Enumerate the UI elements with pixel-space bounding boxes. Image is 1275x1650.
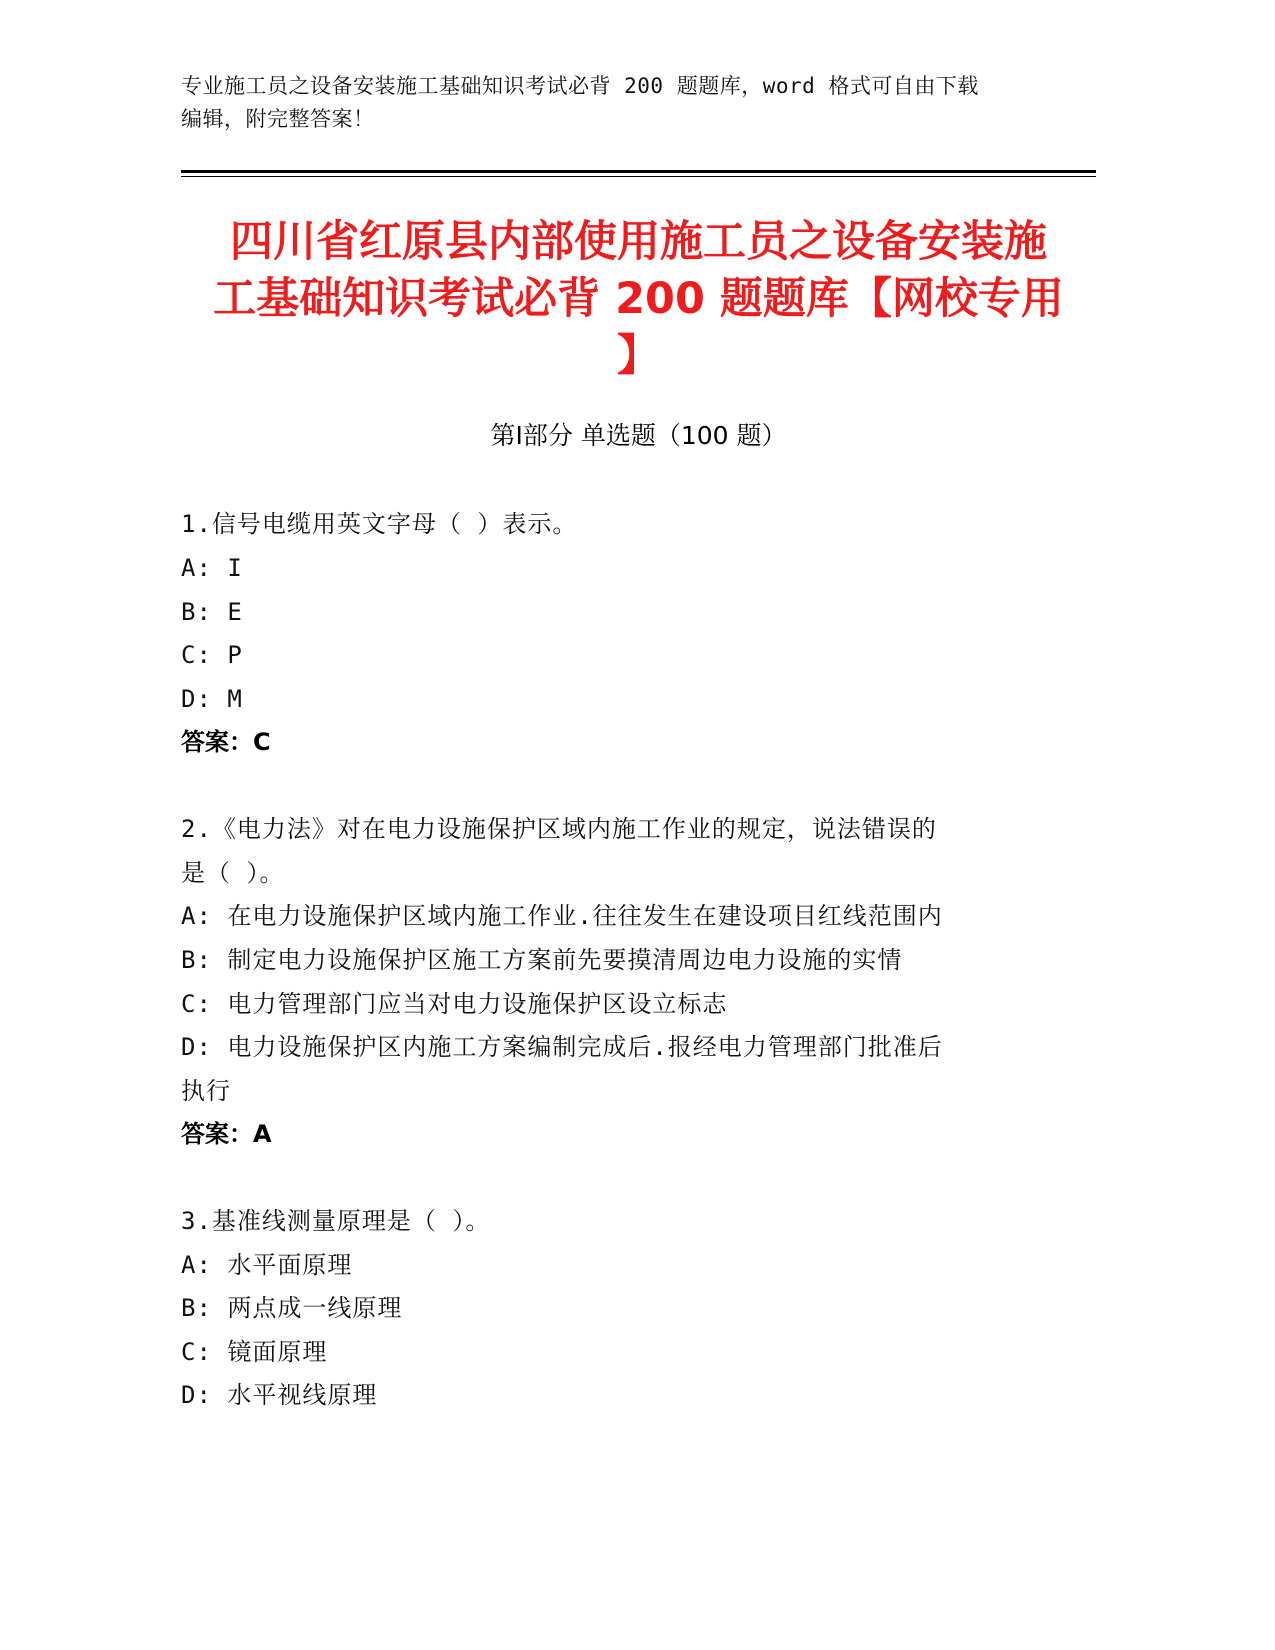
question-1-stem: 1.信号电缆用英文字母（ ）表示。 xyxy=(181,510,578,538)
header-rule-thick xyxy=(181,170,1096,173)
question-2-option-d-continued: 执行 xyxy=(181,1077,231,1105)
question-2-option-d: D: 电力设施保护区内施工方案编制完成后.报经电力管理部门批准后 xyxy=(181,1033,943,1061)
section-title: 第Ⅰ部分 单选题（100 题） xyxy=(490,421,787,450)
question-2-stem-line-2: 是（ ）。 xyxy=(181,859,285,887)
question-2-stem-line-1: 2.《电力法》对在电力设施保护区域内施工作业的规定，说法错误的 xyxy=(181,815,937,843)
question-1-option-a: A: I xyxy=(181,554,243,582)
question-2-answer: 答案：A xyxy=(181,1120,272,1148)
document-title xyxy=(181,214,1096,385)
question-2-option-c: C: 电力管理部门应当对电力设施保护区设立标志 xyxy=(181,990,728,1018)
question-3-option-c: C: 镜面原理 xyxy=(181,1338,328,1366)
question-1-option-b: B: E xyxy=(181,598,243,626)
question-2-option-b: B: 制定电力设施保护区施工方案前先要摸清周边电力设施的实情 xyxy=(181,946,903,974)
question-3-option-a: A: 水平面原理 xyxy=(181,1251,353,1279)
header-rule-thin xyxy=(181,176,1096,177)
header-note xyxy=(181,70,1081,136)
header-note-line-1: 专业施工员之设备安装施工基础知识考试必背 200 题题库，word 格式可自由下载 xyxy=(181,74,979,98)
question-3-option-b: B: 两点成一线原理 xyxy=(181,1294,403,1322)
header-note-line-2: 编辑，附完整答案！ xyxy=(181,107,375,131)
document-title-line-3: 】 xyxy=(617,331,660,381)
question-3-stem: 3.基准线测量原理是（ ）。 xyxy=(181,1207,491,1235)
question-1-answer: 答案：C xyxy=(181,728,271,756)
document-title-line-1: 四川省红原县内部使用施工员之设备安装施 xyxy=(230,217,1047,267)
question-3-option-d: D: 水平视线原理 xyxy=(181,1381,378,1409)
question-1-option-c: C: P xyxy=(181,641,243,669)
question-2-option-a: A: 在电力设施保护区域内施工作业.往往发生在建设项目红线范围内 xyxy=(181,902,943,930)
question-1-option-d: D: M xyxy=(181,685,243,713)
document-title-line-2: 工基础知识考试必背 200 题题库【网校专用 xyxy=(213,274,1064,324)
